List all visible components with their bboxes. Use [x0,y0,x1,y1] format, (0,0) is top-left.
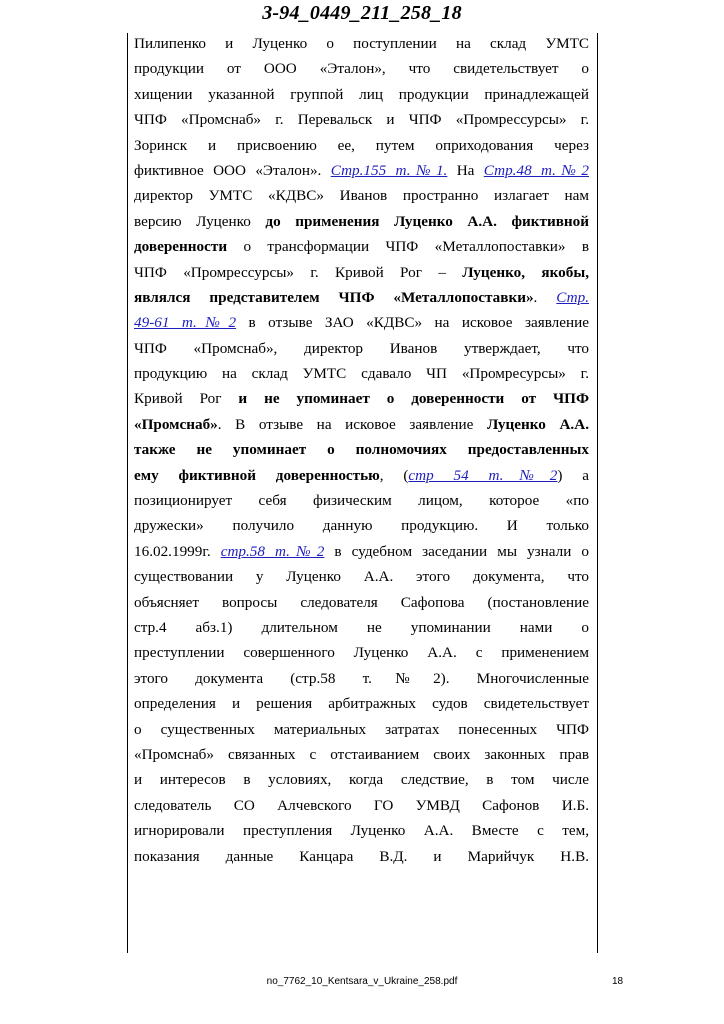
text-run: преступлении совершенного Луценко А.А. с применением [134,644,589,662]
text-run: следователь СО Алчевского ГО УМВД Сафонов И.Б. [134,796,589,814]
text-run: продукцию на склад УМТС сдавало ЧП «Промресурсы» г. [134,365,589,383]
text-run: версию Луценко [134,212,266,230]
text-run: , ( [379,466,409,484]
text-run: ЧПФ «Промснаб» г. Перевальск и ЧПФ «Промрессурсы» г. [134,111,589,129]
text-line [134,183,589,208]
text-line [134,412,589,437]
text-line [134,310,589,335]
text-run: фиктивное ООО «Эталон». [134,161,331,179]
text-run: в судебном заседании мы узнали о [324,542,589,560]
text-line [134,513,589,538]
text-line [134,158,589,183]
text-line [134,133,589,158]
text-line [134,666,589,691]
text-line [134,234,589,259]
text-run: Кривой Рог [134,390,239,408]
page-header-title: 3-94_0449_211_258_18 [262,2,462,24]
text-run: о трансформации ЧПФ «Металлопоставки» в [227,238,589,256]
text-run: позиционирует себя физическим лицом, которое «по [134,492,589,510]
text-line [134,82,589,107]
text-line [134,386,589,411]
text-line [134,767,589,792]
text-run: стр.4 абз.1) длительном не упоминании нами о [134,618,589,636]
text-line [134,209,589,234]
bold-text: доверенности [134,238,228,256]
text-run: хищении указанной группой лиц продукции принадлежащей [134,85,589,103]
text-line [134,107,589,132]
text-run: На [447,161,484,179]
bold-text: также не упоминает о полномочиях предоставленных [134,441,589,459]
text-line [134,818,589,843]
text-run: ) а [557,466,589,484]
text-run: и интересов в условиях, когда следствие, в том числе [134,771,589,789]
bold-text: являлся представителем ЧПФ «Металлопоставки» [134,288,534,306]
text-line [134,564,589,589]
text-run: игнорировали преступления Луценко А.А. Вместе с тем, [134,822,589,840]
text-run: ЧПФ «Промснаб», директор Иванов утверждает, что [134,339,589,357]
text-line [134,56,589,81]
text-run: дружески» получило данную продукцию. И только [134,517,589,535]
text-run: 16.02.1999г. [134,542,221,560]
text-line [134,742,589,767]
text-run: директор УМТС «КДВС» Иванов пространно излагает нам [134,187,589,205]
text-line [134,336,589,361]
text-run: существовании у Луценко А.А. этого документа, что [134,568,589,586]
text-run: . [533,288,557,306]
text-run: показания данные Канцара В.Д. и Марийчук Н.В. [134,847,589,865]
document-body [134,31,589,869]
text-line [134,844,589,869]
text-line [134,31,589,56]
bold-text: «Промснаб» [134,415,218,433]
text-run: «Промснаб» связанных с отстаиванием своих законных прав [134,745,589,763]
text-line [134,437,589,462]
text-run: объясняет вопросы следователя Сафопова (постановление [134,593,589,611]
text-line [134,590,589,615]
text-line [134,640,589,665]
left-margin-rule [127,33,128,953]
text-run: этого документа (стр.58 т.№2). Многочисленные [134,669,589,687]
text-run: продукции от ООО «Эталон», что свидетельствует о [134,60,589,78]
text-line [134,285,589,310]
reference-link[interactable]: стр 54 т.№2 [408,466,558,484]
text-line [134,463,589,488]
text-line [134,260,589,285]
reference-link[interactable]: 49-61 т.№2 [134,314,237,332]
text-line [134,717,589,742]
right-margin-rule [597,33,598,953]
text-run: Пилипенко и Луценко о поступлении на склад УМТС [134,35,589,52]
text-run: о существенных материальных затратах понесенных ЧПФ [134,720,589,738]
reference-link[interactable]: Стр. [556,288,590,306]
footer-filename: no_7762_10_Kentsara_v_Ukraine_258.pdf [266,976,458,987]
text-line [134,691,589,716]
text-run: . В отзыве на исковое заявление [217,415,487,433]
text-run: в отзыве ЗАО «КДВС» на исковое заявление [236,314,589,332]
reference-link[interactable]: стр.58 т.№2 [220,542,325,560]
text-run: Зоринск и присвоению ее, путем оприходования через [134,136,589,154]
footer-page-number: 18 [612,976,624,987]
text-line [134,793,589,818]
text-line [134,488,589,513]
text-run: ЧПФ «Промрессурсы» г. Кривой Рог – [134,263,463,281]
bold-text: до применения Луценко А.А. фиктивной [265,212,589,230]
reference-link[interactable]: Стр.155 т.№1. [330,161,448,179]
bold-text: ему фиктивной доверенностью [134,466,380,484]
text-line [134,615,589,640]
text-run: определения и решения арбитражных судов свидетельствует [134,695,589,713]
bold-text: Луценко, якобы, [462,263,589,281]
bold-text: Луценко А.А. [486,415,589,433]
text-line [134,361,589,386]
text-line [134,539,589,564]
reference-link[interactable]: Стр.48 т.№2 [483,161,589,179]
bold-text: и не упоминает о доверенности от ЧПФ [238,390,590,408]
